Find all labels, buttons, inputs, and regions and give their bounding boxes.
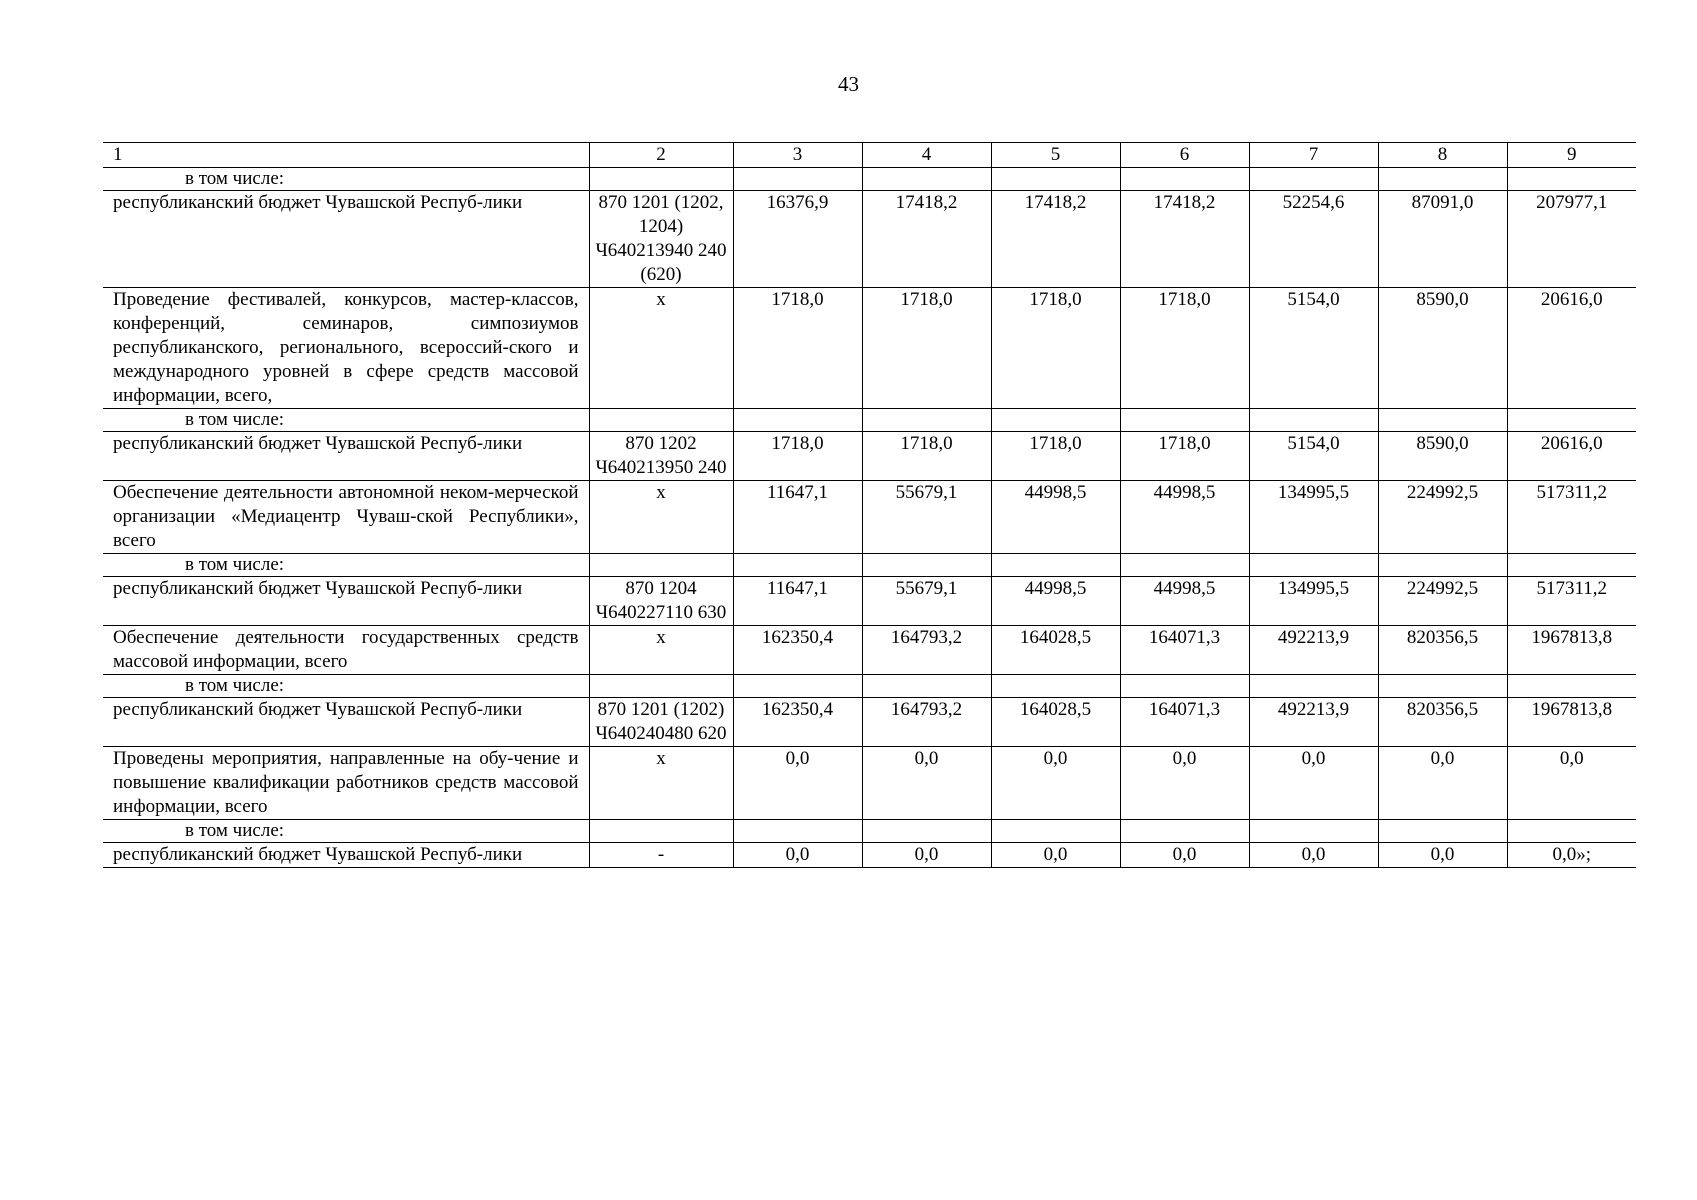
- row-label: в том числе:: [103, 409, 589, 432]
- row-label: Проведение фестивалей, конкурсов, мастер-классов, конференций, семинаров, симпозиумов республиканского, регионального, всероссий-ского и международного уровней в сфере средств массовой информации, всего,: [103, 288, 589, 409]
- amount-cell: 17418,2: [991, 191, 1120, 288]
- empty-cell: [733, 675, 862, 698]
- amount-cell: 164071,3: [1120, 626, 1249, 675]
- empty-cell: [991, 820, 1120, 843]
- table-row: [103, 191, 1636, 288]
- amount-cell: 1967813,8: [1507, 698, 1636, 747]
- empty-cell: [1120, 409, 1249, 432]
- amount-cell: 0,0: [1249, 747, 1378, 820]
- table-row: [103, 432, 1636, 481]
- amount-cell: 20616,0: [1507, 288, 1636, 409]
- table-row: [103, 747, 1636, 820]
- empty-cell: [1378, 820, 1507, 843]
- empty-cell: [862, 820, 991, 843]
- budget-code: 870 1201 (1202) Ч640240480 620: [589, 698, 733, 747]
- amount-cell: 517311,2: [1507, 481, 1636, 554]
- column-number-row: [103, 143, 1636, 168]
- empty-cell: [589, 554, 733, 577]
- table-row: [103, 698, 1636, 747]
- empty-cell: [733, 409, 862, 432]
- subtotal-label-row: [103, 554, 1636, 577]
- empty-cell: [733, 820, 862, 843]
- budget-code: -: [589, 843, 733, 868]
- amount-cell: 0,0: [1249, 843, 1378, 868]
- amount-cell: 0,0: [1120, 843, 1249, 868]
- amount-cell: 162350,4: [733, 698, 862, 747]
- empty-cell: [991, 409, 1120, 432]
- row-label: в том числе:: [103, 554, 589, 577]
- empty-cell: [1378, 168, 1507, 191]
- amount-cell: 207977,1: [1507, 191, 1636, 288]
- column-number: 4: [862, 143, 991, 168]
- row-label: Обеспечение деятельности государственных средств массовой информации, всего: [103, 626, 589, 675]
- amount-cell: 1718,0: [1120, 432, 1249, 481]
- amount-cell: 0,0: [862, 843, 991, 868]
- empty-cell: [1378, 409, 1507, 432]
- subtotal-label-row: [103, 409, 1636, 432]
- empty-cell: [1507, 554, 1636, 577]
- empty-cell: [862, 409, 991, 432]
- amount-cell: 164071,3: [1120, 698, 1249, 747]
- empty-cell: [589, 409, 733, 432]
- amount-cell: 55679,1: [862, 481, 991, 554]
- row-label: в том числе:: [103, 675, 589, 698]
- empty-cell: [1120, 675, 1249, 698]
- amount-cell: 0,0: [991, 843, 1120, 868]
- column-number: 3: [733, 143, 862, 168]
- amount-cell: 492213,9: [1249, 698, 1378, 747]
- amount-cell: 8590,0: [1378, 288, 1507, 409]
- column-number: 1: [103, 143, 589, 168]
- amount-cell: 55679,1: [862, 577, 991, 626]
- empty-cell: [1249, 409, 1378, 432]
- empty-cell: [1507, 675, 1636, 698]
- empty-cell: [589, 820, 733, 843]
- empty-cell: [862, 554, 991, 577]
- amount-cell: 44998,5: [1120, 577, 1249, 626]
- column-number: 9: [1507, 143, 1636, 168]
- amount-cell: 0,0: [1120, 747, 1249, 820]
- row-label: республиканский бюджет Чувашской Респуб-лики: [103, 698, 589, 747]
- empty-cell: [1507, 409, 1636, 432]
- empty-cell: [1120, 820, 1249, 843]
- table-row: [103, 288, 1636, 409]
- row-label: республиканский бюджет Чувашской Респуб-лики: [103, 432, 589, 481]
- empty-cell: [1120, 554, 1249, 577]
- empty-cell: [733, 168, 862, 191]
- amount-cell: 1718,0: [991, 432, 1120, 481]
- amount-cell: 0,0: [733, 843, 862, 868]
- amount-cell: 17418,2: [1120, 191, 1249, 288]
- budget-code: 870 1202 Ч640213950 240: [589, 432, 733, 481]
- amount-cell: 44998,5: [991, 577, 1120, 626]
- empty-cell: [1378, 675, 1507, 698]
- amount-cell: 5154,0: [1249, 432, 1378, 481]
- amount-cell: 224992,5: [1378, 577, 1507, 626]
- row-label: Проведены мероприятия, направленные на обу-чение и повышение квалификации работников средств массовой информации, всего: [103, 747, 589, 820]
- row-label: республиканский бюджет Чувашской Респуб-лики: [103, 843, 589, 868]
- subtotal-label-row: [103, 820, 1636, 843]
- amount-cell: 1718,0: [1120, 288, 1249, 409]
- amount-cell: 164793,2: [862, 626, 991, 675]
- empty-cell: [589, 168, 733, 191]
- table-row: [103, 481, 1636, 554]
- amount-cell: 1718,0: [862, 288, 991, 409]
- amount-cell: 0,0: [1378, 843, 1507, 868]
- empty-cell: [1249, 675, 1378, 698]
- amount-cell: 0,0»;: [1507, 843, 1636, 868]
- empty-cell: [1507, 820, 1636, 843]
- empty-cell: [589, 675, 733, 698]
- empty-cell: [862, 168, 991, 191]
- column-number: 2: [589, 143, 733, 168]
- empty-cell: [1249, 168, 1378, 191]
- amount-cell: 162350,4: [733, 626, 862, 675]
- amount-cell: 164028,5: [991, 698, 1120, 747]
- empty-cell: [862, 675, 991, 698]
- amount-cell: 1718,0: [862, 432, 991, 481]
- column-number: 6: [1120, 143, 1249, 168]
- amount-cell: 224992,5: [1378, 481, 1507, 554]
- amount-cell: 8590,0: [1378, 432, 1507, 481]
- empty-cell: [1507, 168, 1636, 191]
- budget-code: 870 1201 (1202, 1204) Ч640213940 240 (620): [589, 191, 733, 288]
- row-label: республиканский бюджет Чувашской Респуб-лики: [103, 577, 589, 626]
- amount-cell: 492213,9: [1249, 626, 1378, 675]
- empty-cell: [1249, 554, 1378, 577]
- amount-cell: 1967813,8: [1507, 626, 1636, 675]
- amount-cell: 5154,0: [1249, 288, 1378, 409]
- budget-code: 870 1204 Ч640227110 630: [589, 577, 733, 626]
- amount-cell: 820356,5: [1378, 626, 1507, 675]
- amount-cell: 52254,6: [1249, 191, 1378, 288]
- column-number: 7: [1249, 143, 1378, 168]
- budget-code: х: [589, 626, 733, 675]
- row-label: республиканский бюджет Чувашской Респуб-лики: [103, 191, 589, 288]
- empty-cell: [1249, 820, 1378, 843]
- table-row: [103, 577, 1636, 626]
- budget-code: х: [589, 747, 733, 820]
- amount-cell: 164793,2: [862, 698, 991, 747]
- amount-cell: 134995,5: [1249, 481, 1378, 554]
- empty-cell: [733, 554, 862, 577]
- subtotal-label-row: [103, 168, 1636, 191]
- page-number: 43: [838, 72, 859, 96]
- amount-cell: 17418,2: [862, 191, 991, 288]
- empty-cell: [1378, 554, 1507, 577]
- amount-cell: 11647,1: [733, 577, 862, 626]
- column-number: 5: [991, 143, 1120, 168]
- amount-cell: 1718,0: [733, 288, 862, 409]
- table-row: [103, 626, 1636, 675]
- budget-table: [103, 142, 1636, 868]
- row-label: в том числе:: [103, 820, 589, 843]
- empty-cell: [991, 168, 1120, 191]
- table-body: [103, 143, 1636, 868]
- amount-cell: 1718,0: [733, 432, 862, 481]
- amount-cell: 0,0: [862, 747, 991, 820]
- empty-cell: [991, 554, 1120, 577]
- amount-cell: 20616,0: [1507, 432, 1636, 481]
- amount-cell: 134995,5: [1249, 577, 1378, 626]
- row-label: Обеспечение деятельности автономной неком-мерческой организации «Медиацентр Чуваш-ской Республики», всего: [103, 481, 589, 554]
- table-row: [103, 843, 1636, 868]
- row-label: в том числе:: [103, 168, 589, 191]
- empty-cell: [991, 675, 1120, 698]
- budget-code: х: [589, 288, 733, 409]
- amount-cell: 0,0: [733, 747, 862, 820]
- empty-cell: [1120, 168, 1249, 191]
- amount-cell: 16376,9: [733, 191, 862, 288]
- amount-cell: 1718,0: [991, 288, 1120, 409]
- subtotal-label-row: [103, 675, 1636, 698]
- amount-cell: 44998,5: [1120, 481, 1249, 554]
- amount-cell: 0,0: [1378, 747, 1507, 820]
- amount-cell: 517311,2: [1507, 577, 1636, 626]
- amount-cell: 87091,0: [1378, 191, 1507, 288]
- amount-cell: 164028,5: [991, 626, 1120, 675]
- amount-cell: 11647,1: [733, 481, 862, 554]
- amount-cell: 44998,5: [991, 481, 1120, 554]
- amount-cell: 820356,5: [1378, 698, 1507, 747]
- amount-cell: 0,0: [991, 747, 1120, 820]
- column-number: 8: [1378, 143, 1507, 168]
- amount-cell: 0,0: [1507, 747, 1636, 820]
- budget-code: х: [589, 481, 733, 554]
